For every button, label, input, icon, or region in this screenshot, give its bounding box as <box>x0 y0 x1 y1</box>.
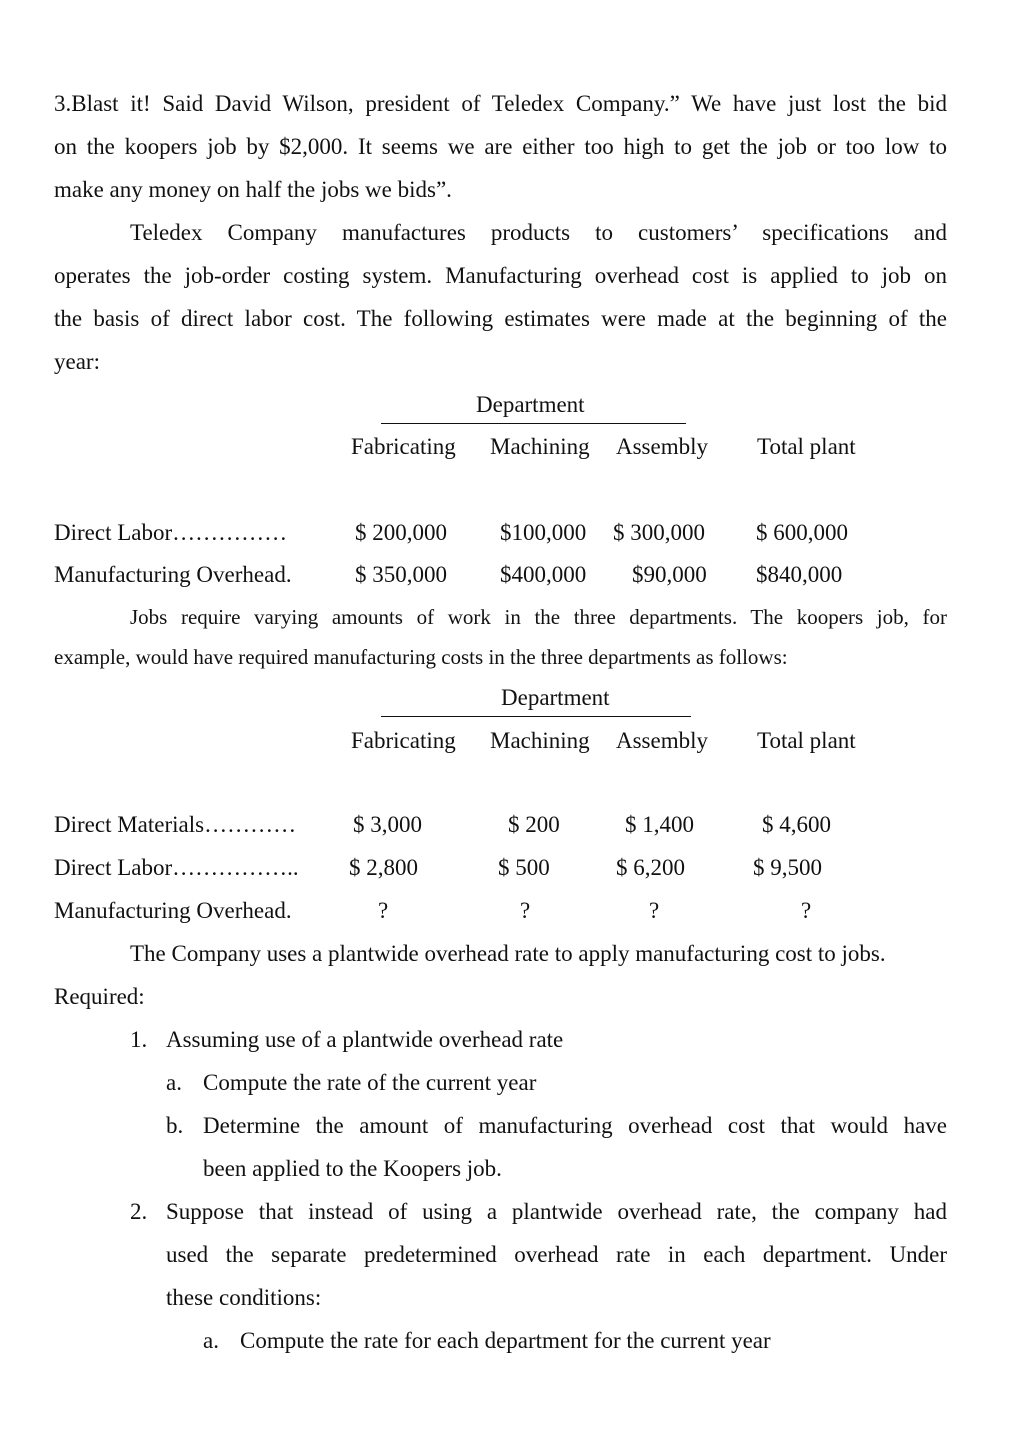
closing-line: The Company uses a plantwide overhead rate to apply manufacturing cost to jobs. <box>130 941 886 966</box>
table1-department-header: Department <box>476 392 585 417</box>
table1-col-fabricating: Fabricating <box>351 434 456 459</box>
q2-number: 2. <box>130 1199 148 1224</box>
table2-row-label: Manufacturing Overhead. <box>54 898 292 923</box>
table1-cell: $90,000 <box>632 562 707 587</box>
table2-cell: $ 2,800 <box>349 855 418 880</box>
table1-cell: $ 300,000 <box>613 520 705 545</box>
q1b-letter: b. <box>166 1113 184 1138</box>
q1a-text: Compute the rate of the current year <box>203 1070 537 1095</box>
table2-department-header: Department <box>501 685 610 710</box>
q1-number: 1. <box>130 1027 148 1052</box>
table2-row-label: Direct Labor…………….. <box>54 855 299 880</box>
q2a-text: Compute the rate for each department for the current year <box>240 1328 771 1353</box>
table2-cell: ? <box>520 898 531 923</box>
q1-text: Assuming use of a plantwide overhead rate <box>166 1027 564 1052</box>
table1-cell: $ 600,000 <box>756 520 848 545</box>
table1-cell: $ 350,000 <box>355 562 447 587</box>
table1-col-machining: Machining <box>490 434 590 459</box>
para2-line-4: year: <box>54 349 100 374</box>
q2-line-1: Suppose that instead of using a plantwide overhead rate, the company had <box>166 1199 947 1224</box>
table2-col-total-plant: Total plant <box>757 728 856 753</box>
table2-cell: $ 1,400 <box>625 812 694 837</box>
table2-cell: $ 200 <box>508 812 560 837</box>
q2-line-3: these conditions: <box>166 1285 322 1310</box>
table2-cell: ? <box>378 898 389 923</box>
table2-col-fabricating: Fabricating <box>351 728 456 753</box>
q2-line-2: used the separate predetermined overhead rate in each department. Under <box>166 1242 947 1267</box>
table2-header-rule <box>381 716 691 717</box>
required-heading: Required: <box>54 984 145 1009</box>
para2-line-1: Teledex Company manufactures products to customers’ specifications and <box>130 220 947 245</box>
table2-cell: $ 3,000 <box>353 812 422 837</box>
table2-cell: $ 6,200 <box>616 855 685 880</box>
middle-line-2: example, would have required manufacturing costs in the three departments as follows: <box>54 645 788 669</box>
table1-cell: $840,000 <box>756 562 843 587</box>
q2a-letter: a. <box>203 1328 219 1353</box>
table1-col-assembly: Assembly <box>616 434 708 459</box>
table1-cell: $100,000 <box>500 520 587 545</box>
table1-col-total-plant: Total plant <box>757 434 856 459</box>
middle-line-1: Jobs require varying amounts of work in the three departments. The koopers job, for <box>130 605 947 629</box>
table2-cell: $ 4,600 <box>762 812 831 837</box>
table2-col-machining: Machining <box>490 728 590 753</box>
intro-line-3: make any money on half the jobs we bids”. <box>54 177 452 202</box>
para2-line-3: the basis of direct labor cost. The following estimates were made at the beginning of the <box>54 306 947 331</box>
table2-cell: ? <box>649 898 660 923</box>
para2-line-2: operates the job-order costing system. Manufacturing overhead cost is applied to job on <box>54 263 947 288</box>
table2-cell: $ 9,500 <box>753 855 822 880</box>
table2-col-assembly: Assembly <box>616 728 708 753</box>
q1b-line-2: been applied to the Koopers job. <box>203 1156 502 1181</box>
table2-cell: ? <box>801 898 812 923</box>
intro-line-1: 3.Blast it! Said David Wilson, president of Teledex Company.” We have just lost the bid <box>54 91 947 116</box>
table1-row-label: Direct Labor…………… <box>54 520 288 545</box>
table1-cell: $ 200,000 <box>355 520 447 545</box>
table1-row-label: Manufacturing Overhead. <box>54 562 292 587</box>
table1-cell: $400,000 <box>500 562 587 587</box>
q1b-line-1: Determine the amount of manufacturing overhead cost that would have <box>203 1113 947 1138</box>
q1a-letter: a. <box>166 1070 182 1095</box>
table2-cell: $ 500 <box>498 855 550 880</box>
table1-header-rule <box>381 423 686 424</box>
intro-line-2: on the koopers job by $2,000. It seems we are either too high to get the job or too low to <box>54 134 947 159</box>
table2-row-label: Direct Materials………… <box>54 812 297 837</box>
